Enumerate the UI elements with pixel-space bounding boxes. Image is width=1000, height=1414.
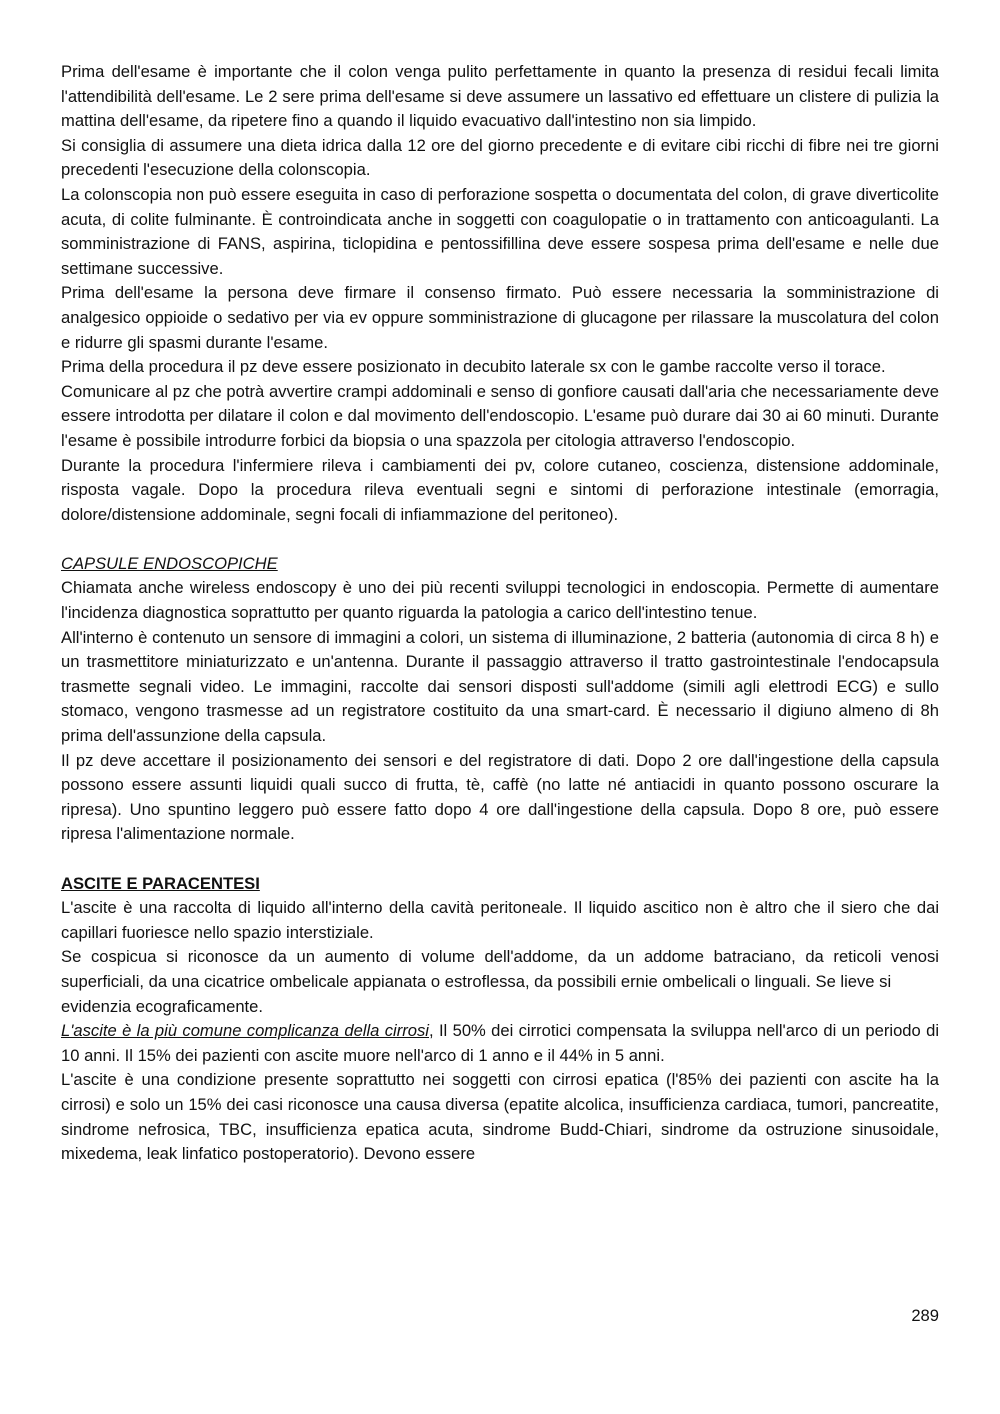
paragraph: L'ascite è una raccolta di liquido all'interno della cavità peritoneale. Il liquido ascitico non è altro che il siero che dai capillari fuoriesce nello spazio interstiziale. [61,898,939,942]
paragraph-text: , Il 50% dei cirrotici compensata la sviluppa nell'arco di un periodo di 10 anni. Il 15% dei pazienti con ascite muore nell'arco di 1 anno e il 44% in 5 anni. [61,1021,940,1065]
paragraph: Chiamata anche wireless endoscopy è uno dei più recenti sviluppi tecnologici in endoscopia. Permette di aumentare l'incidenza diagnostica soprattutto per quanto riguarda la patologia a carico dell'intestino tenue. [61,578,939,623]
paragraph: La colonscopia non può essere eseguita in caso di perforazione sospetta o documentata del colon, di grave diverticolite acuta, di colite fulminante. È controindicata anche in soggetti con coagulopatie o in trattamento con anticoagulanti. La somministrazione di FANS, aspirina, ticlopidina e pentossifillina deve essere sospesa prima dell'esame e nelle due settimane successive. [61,184,939,278]
paragraph: Comunicare al pz che potrà avvertire crampi addominali e senso di gonfiore causati dall'aria che necessariamente deve essere introdotta per dilatare il colon e dal movimento dell'endoscopio. L'esame può durare dai 30 ai 60 minuti. Durante l'esame è possibile introdurre forbici da biopsia o una spazzola per citologia attraverso l'endoscopio. [61,381,939,450]
paragraph: Il pz deve accettare il posizionamento dei sensori e del registratore di dati. Dopo 2 ore dall'ingestione della capsula possono essere assunti liquidi quali succo di frutta, tè, caffè (no latte né antiacidi in quanto possono oscurare la ripresa). Uno spuntino leggero può essere fatto dopo 4 ore dall'ingestione della capsula. Dopo 8 ore, può essere ripresa l'alimentazione normale. [61,750,939,844]
section-heading-capsule: CAPSULE ENDOSCOPICHE [61,553,278,573]
document-body [61,60,939,1167]
page-number: 289 [911,1306,939,1325]
paragraph: Prima dell'esame è importante che il colon venga pulito perfettamente in quanto la presenza di residui fecali limita l'attendibilità dell'esame. Le 2 sere prima dell'esame si deve assumere un lassativo ed effettuare un clistere di pulizia la mattina dell'esame, da ripetere fino a quando il liquido evacuativo dall'intestino non sia limpido. [61,62,939,131]
paragraph: L'ascite è una condizione presente soprattutto nei soggetti con cirrosi epatica (l'85% dei pazienti con ascite ha la cirrosi) e solo un 15% dei casi riconosce una causa diversa (epatite alcolica, insufficienza cardiaca, tumori, pancreatite, sindrome nefrosica, TBC, insufficienza epatica acuta, sindrome Budd-Chiari, sindrome da ostruzione sinusoidale, mixedema, leak linfatico postoperatorio). Devono essere [61,1070,939,1164]
paragraph: Durante la procedura l'infermiere rileva i cambiamenti dei pv, colore cutaneo, coscienza, distensione addominale, risposta vagale. Dopo la procedura rileva eventuali segni e sintomi di perforazione intestinale (emorragia, dolore/distensione addominale, segni focali di infiammazione del peritoneo). [61,455,939,524]
emphasized-phrase: L'ascite è la più comune complicanza della cirrosi [61,1021,429,1041]
paragraph: Prima dell'esame la persona deve firmare il consenso firmato. Può essere necessaria la somministrazione di analgesico oppioide o sedativo per via ev oppure somministrazione di glucagone per rilassare la muscolatura del colon e ridurre gli spasmi durante l'esame. [61,283,939,352]
paragraph: All'interno è contenuto un sensore di immagini a colori, un sistema di illuminazione, 2 batteria (autonomia di circa 8 h) e un trasmettitore miniaturizzato e un'antenna. Durante il passaggio attraverso il tratto gastrointestinale l'endocapsula trasmette segnali video. Le immagini, raccolte dai sensori disposti sull'addome (simili agli elettrodi ECG) e sullo stomaco, vengono trasmesse ad un registratore costituito da una smart-card. È necessario il digiuno almeno di 8h prima dell'assunzione della capsula. [61,627,939,746]
paragraph [61,1019,939,1068]
section-heading-ascite: ASCITE E PARACENTESI [61,873,260,893]
spacer [61,527,939,552]
paragraph: Si consiglia di assumere una dieta idrica dalla 12 ore del giorno precedente e di evitare cibi ricchi di fibre nei tre giorni precedenti l'esecuzione della colonscopia. [61,135,939,180]
paragraph: Prima della procedura il pz deve essere posizionato in decubito laterale sx con le gambe raccolte verso il torace. [61,357,886,377]
spacer [61,847,939,872]
paragraph: evidenzia ecograficamente. [61,996,264,1016]
paragraph: Se cospicua si riconosce da un aumento di volume dell'addome, da un addome batraciano, da reticoli venosi superficiali, da una cicatrice ombelicale appianata o estroflessa, da possibili ernie ombelicali o linguali. Se lieve si [61,947,939,991]
